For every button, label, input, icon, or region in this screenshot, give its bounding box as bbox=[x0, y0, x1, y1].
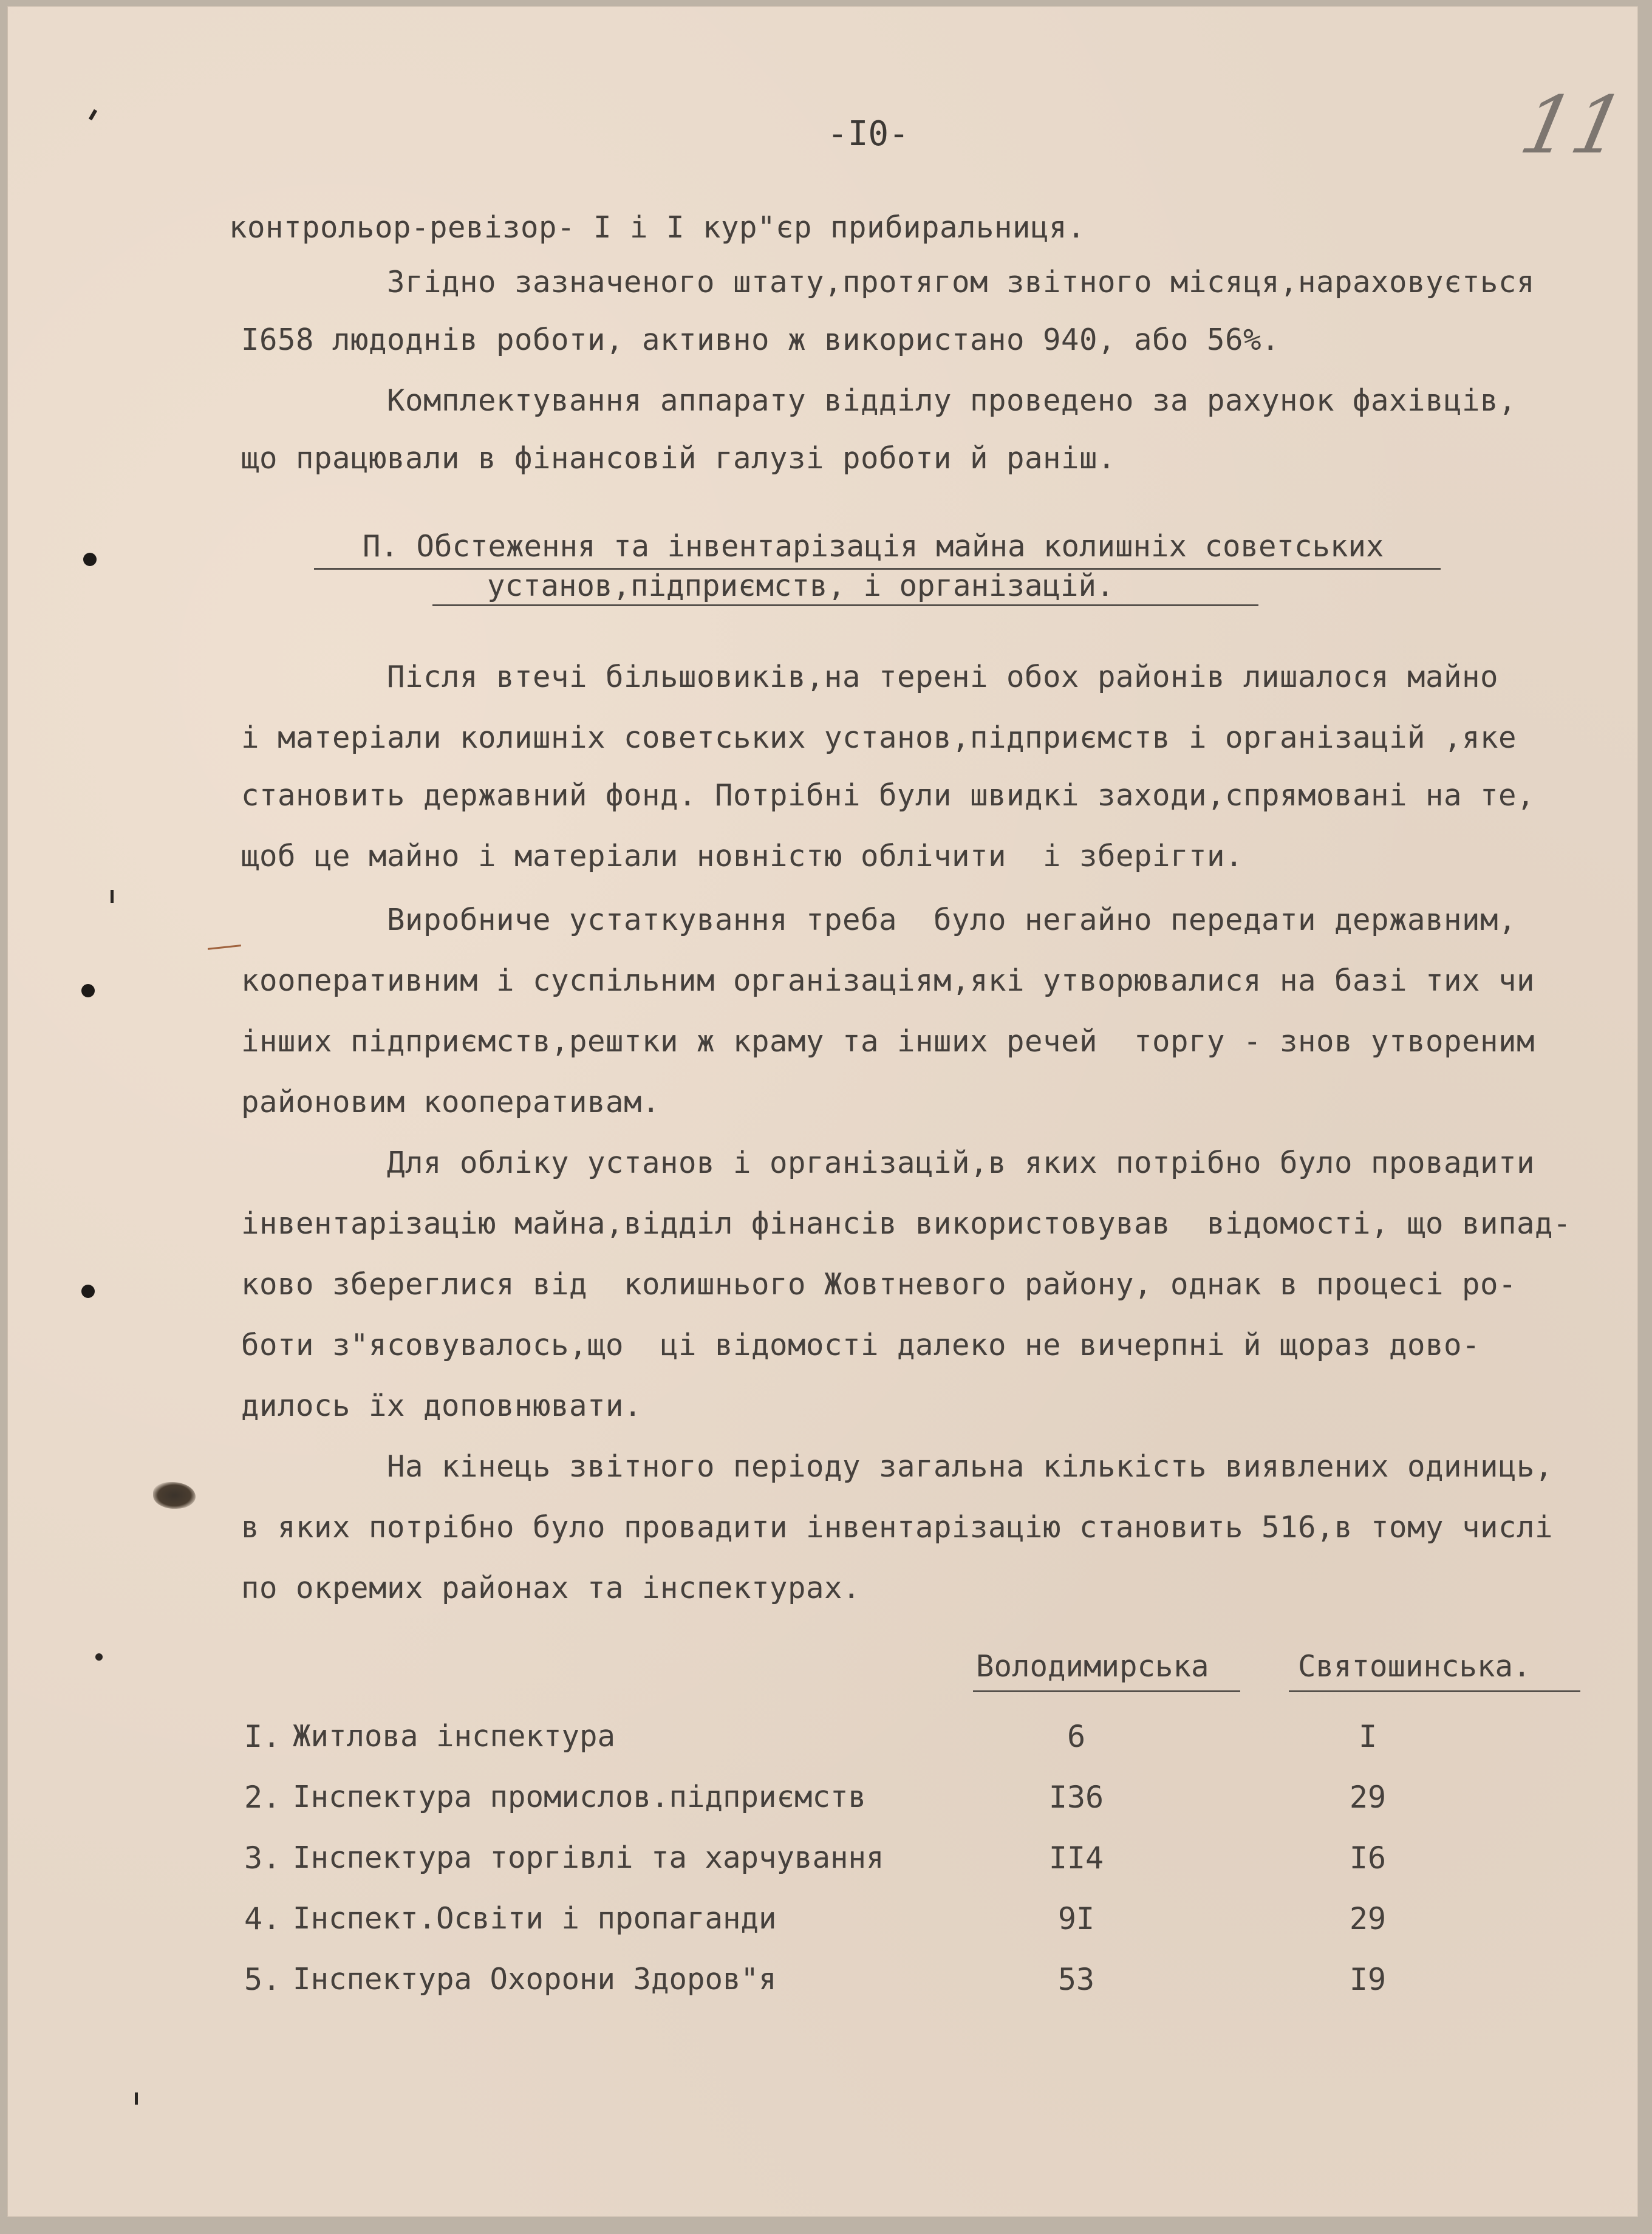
value-sviatoshynska: I bbox=[1358, 1719, 1377, 1754]
text-line: ково збереглися від колишнього Жовтневого району, однак в процесі ро- bbox=[241, 1267, 1517, 1302]
text-line: дилось їх доповнювати. bbox=[241, 1389, 643, 1423]
text-line: щоб це майно і матеріали новністю облічити і зберігти. bbox=[241, 839, 1244, 873]
text-line: кооперативним і суспільним організаціям,які утворювалися на базі тих чи bbox=[241, 963, 1535, 998]
section-heading-line-1: П. Обстеження та інвентарізація майна колишніх советських bbox=[363, 529, 1384, 564]
text-line: Виробниче устаткування треба було негайно передати державним, bbox=[241, 903, 1517, 937]
value-volodymyrska: 53 bbox=[1057, 1962, 1095, 1997]
row-number: I. bbox=[244, 1719, 281, 1754]
text-line: і матеріали колишніх советських установ,підприємств і організацій ,яке bbox=[241, 720, 1517, 755]
text-line: в яких потрібно було провадити інвентарізацію становить 516,в тому числі bbox=[241, 1510, 1554, 1545]
text-line: Згідно зазначеного штату,протягом звітного місяця,нараховується bbox=[241, 265, 1535, 299]
value-volodymyrska: 9I bbox=[1057, 1901, 1095, 1936]
text-line: становить державний фонд. Потрібні були швидкі заходи,спрямовані на те, bbox=[241, 778, 1535, 813]
column-header-sviatoshynska: Святошинська. bbox=[1298, 1649, 1531, 1684]
speck-mark bbox=[95, 1653, 103, 1661]
punch-hole bbox=[81, 984, 95, 997]
value-sviatoshynska: I9 bbox=[1349, 1962, 1387, 1997]
document-page bbox=[7, 6, 1638, 2217]
value-volodymyrska: II4 bbox=[1048, 1840, 1104, 1876]
row-number: 3. bbox=[244, 1840, 281, 1876]
row-name: Житлова інспектура bbox=[293, 1719, 616, 1754]
text-line: боти з"ясовувалось,що ці відомості далеко не вичерпні й щораз дово- bbox=[241, 1328, 1481, 1362]
value-volodymyrska: 6 bbox=[1067, 1719, 1086, 1754]
section-heading-line-2: установ,підприємств, і організацій. bbox=[487, 569, 1114, 603]
row-number: 2. bbox=[244, 1780, 281, 1815]
pencil-mark bbox=[208, 944, 241, 950]
page-number: -I0- bbox=[827, 114, 909, 154]
table-row bbox=[244, 1780, 1580, 1822]
row-number: 4. bbox=[244, 1901, 281, 1936]
row-name: Інспектура промислов.підприємств bbox=[293, 1780, 867, 1814]
text-line: Комплектування аппарату відділу проведено за рахунок фахівців, bbox=[241, 383, 1517, 418]
value-volodymyrska: I36 bbox=[1048, 1780, 1104, 1815]
speck-mark bbox=[135, 2092, 138, 2105]
text-line: інвентарізацію майна,відділ фінансів використовував відомості, що випад- bbox=[241, 1206, 1572, 1241]
text-line: На кінець звітного періоду загальна кількість виявлених одиниць, bbox=[241, 1449, 1554, 1484]
text-line: Після втечі більшовиків,на терені обох районів лишалося майно bbox=[241, 660, 1499, 694]
row-name: Інспектура Охорони Здоров"я bbox=[293, 1962, 777, 1997]
table-row bbox=[244, 1719, 1580, 1761]
punch-hole bbox=[83, 553, 97, 566]
archive-sheet-number: 11 bbox=[1512, 79, 1633, 171]
table-row bbox=[244, 1840, 1580, 1883]
table-row bbox=[244, 1962, 1580, 2004]
punch-hole bbox=[81, 1285, 95, 1298]
ink-stain bbox=[153, 1482, 196, 1509]
text-line: інших підприємств,рештки ж краму та інших речей торгу - знов утвореним bbox=[241, 1024, 1535, 1059]
speck-mark bbox=[89, 109, 97, 121]
value-sviatoshynska: I6 bbox=[1349, 1840, 1387, 1876]
speck-mark bbox=[111, 890, 114, 903]
table-row bbox=[244, 1901, 1580, 1944]
row-number: 5. bbox=[244, 1962, 281, 1997]
text-line: контрольор-ревізор- I і I кур"єр прибиральниця. bbox=[229, 210, 1086, 245]
value-sviatoshynska: 29 bbox=[1349, 1901, 1387, 1936]
column-header-underline bbox=[1289, 1690, 1580, 1692]
text-line: Для обліку установ і організацій,в яких потрібно було провадити bbox=[241, 1146, 1535, 1180]
value-sviatoshynska: 29 bbox=[1349, 1780, 1387, 1815]
text-line: по окремих районах та інспектурах. bbox=[241, 1571, 861, 1605]
text-line: I658 людоднів роботи, активно ж використано 940, або 56%. bbox=[241, 323, 1280, 357]
text-line: що працювали в фінансовій галузі роботи й раніш. bbox=[241, 441, 1116, 476]
column-header-underline bbox=[973, 1690, 1240, 1692]
column-header-volodymyrska: Володимирська bbox=[976, 1649, 1209, 1684]
heading-underline-2 bbox=[432, 604, 1258, 606]
row-name: Інспект.Освіти і пропаганди bbox=[293, 1901, 777, 1936]
row-name: Інспектура торгівлі та харчування bbox=[293, 1840, 884, 1875]
text-line: районовим кооперативам. bbox=[241, 1085, 661, 1119]
